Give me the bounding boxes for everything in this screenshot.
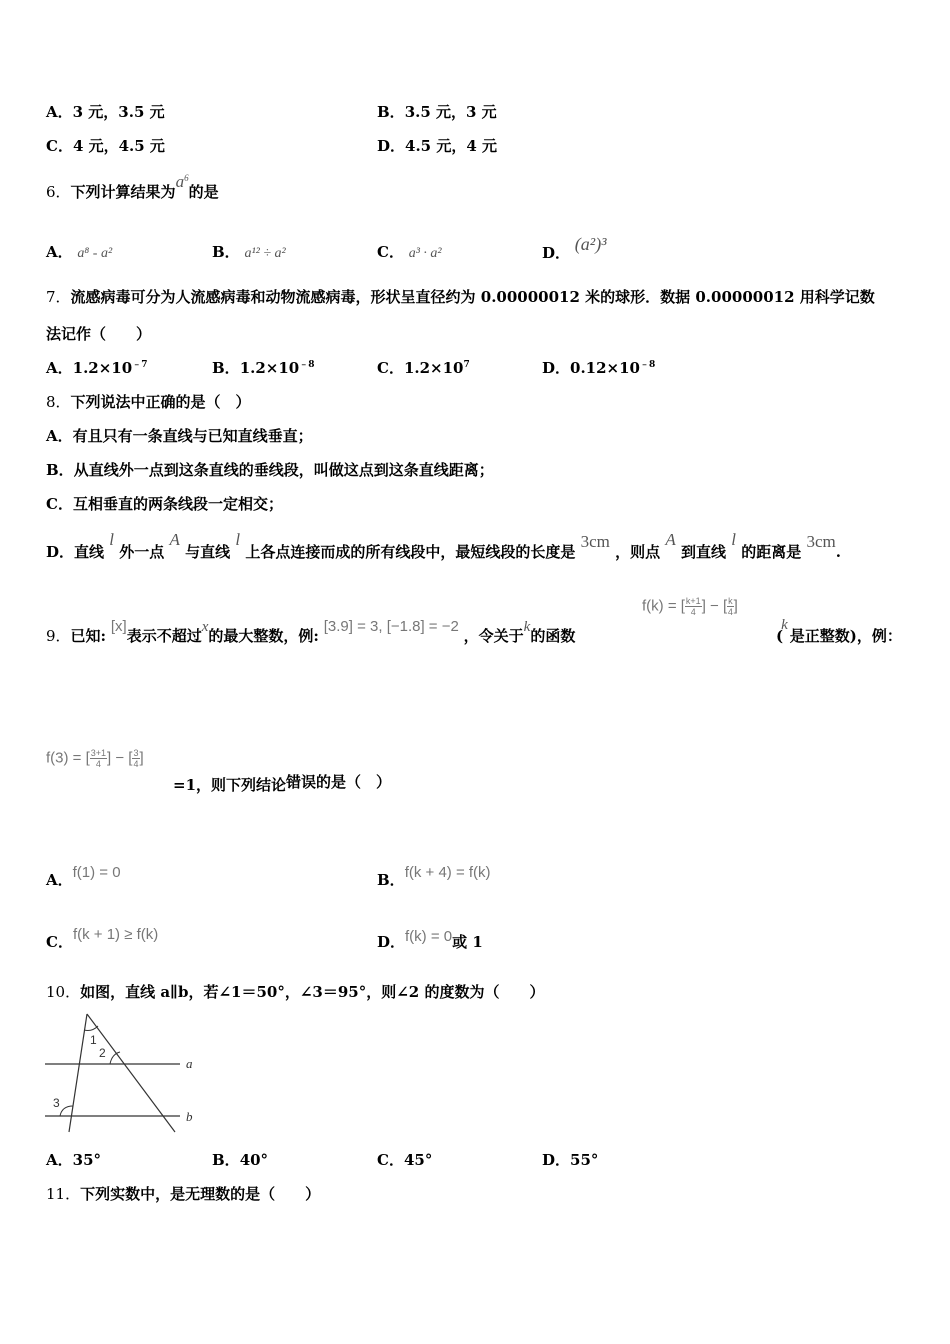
- q7-option-d: D．$0.12\times 10^{﹣8}$: [542, 359, 656, 377]
- q7-stem-line1: 7．流感病毒可分为人流感病毒和动物流感病毒，形状呈直径约为 0.00000012 米的球形．数据 0.00000012 用科学记数: [46, 288, 875, 306]
- q9-option-d: D．f(k) = 0或 1: [377, 928, 483, 951]
- q8-option-d: D．直线 l 外一点 A 与直线 l 上各点连接而成的所有线段中，最短线段的长度是 3cm ，则点 A 到直线 l 的距离是 3cm.: [46, 530, 841, 561]
- q5-option-b: B．3.5 元，3 元: [377, 103, 497, 121]
- line-b-label: b: [186, 1109, 193, 1124]
- q9-stem-line1-end: (k是正整数)，例：: [776, 617, 902, 645]
- angle-3-label: 3: [53, 1096, 60, 1110]
- q8-option-a: A．有且只有一条直线与已知直线垂直；: [46, 427, 313, 445]
- q9-stem-line1: 9．已知: [x]表示不超过x的最大整数，例: [3.9] = 3, [−1.8] = −2 ，令关于k的函数: [46, 618, 576, 645]
- q7-option-a: A．$1.2\times 10^{﹣7}$: [46, 359, 148, 377]
- q9-option-b: B．f(k + 4) = f(k): [377, 864, 491, 889]
- q6-option-b: B． a¹² ÷ a²: [212, 243, 286, 261]
- q10-stem: 10．如图，直线 a∥b，若∠1＝50°，∠3＝95°，则∠2 的度数为（ ）: [46, 983, 545, 1001]
- q9-stem-line2: =1，则下列结论错误的是（ ）: [173, 773, 392, 794]
- angle-3-arc: [60, 1106, 73, 1116]
- q6-stem: 6．下列计算结果为$a^6$的是: [46, 172, 219, 201]
- q9-option-c: C．f(k + 1) ≥ f(k): [46, 926, 159, 951]
- angle-2-label: 2: [99, 1046, 106, 1060]
- q10-option-c: C．45°: [377, 1151, 433, 1169]
- q6-option-c: C． a³ · a²: [377, 243, 442, 261]
- q9-example-f3: f(3) = [ $\frac{3+1}{4}$ ] − [ $\frac{3}{4}$ ]: [46, 748, 144, 769]
- q7-option-c: C．$1.2\times 10^7$: [377, 359, 470, 377]
- q10-option-a: A．35°: [46, 1151, 102, 1169]
- q7-stem-line2: 法记作（ ）: [46, 325, 152, 343]
- q5-option-a: A．3 元，3.5 元: [46, 103, 165, 121]
- line-a-label: a: [186, 1056, 193, 1071]
- transversal-right: [87, 1014, 175, 1132]
- transversal-left: [69, 1014, 87, 1132]
- q10-option-b: B．40°: [212, 1151, 269, 1169]
- q8-option-c: C．互相垂直的两条线段一定相交；: [46, 495, 283, 513]
- q5-option-d: D．4.5 元，4 元: [377, 137, 497, 155]
- q10-option-d: D．55°: [542, 1151, 599, 1169]
- q6-option-d: D． (a²)³: [542, 234, 607, 262]
- q8-option-b: B．从直线外一点到这条直线的垂线段，叫做这点到这条直线距离；: [46, 461, 494, 479]
- q5-option-c: C．4 元，4.5 元: [46, 137, 165, 155]
- q9-option-a: A．f(1) = 0: [46, 864, 121, 889]
- angle-2-arc: [110, 1052, 120, 1064]
- q11-stem: 11．下列实数中，是无理数的是（ ）: [46, 1185, 321, 1203]
- q10-figure: [40, 1010, 210, 1135]
- q7-option-b: B．$1.2\times 10^{﹣8}$: [212, 359, 315, 377]
- q6-option-a: A． a⁸ - a²: [46, 243, 113, 261]
- angle-1-label: 1: [90, 1033, 97, 1047]
- q8-stem: 8．下列说法中正确的是（ ）: [46, 393, 251, 411]
- q9-function-definition: f(k) = [ $\frac{k+1}{4}$ ] − [ $\frac{k}{4}$ ]: [642, 596, 738, 617]
